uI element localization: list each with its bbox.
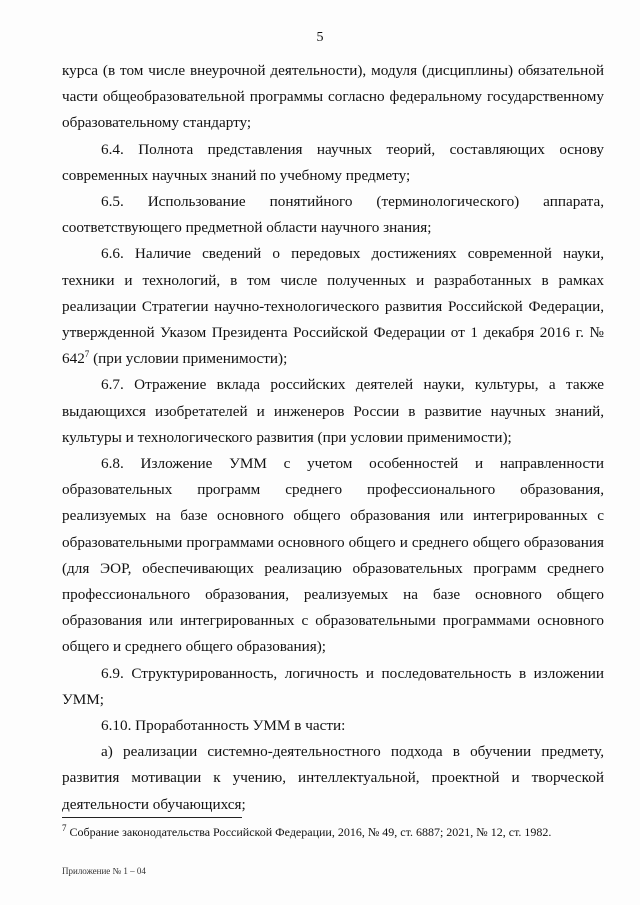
paragraph-6-7: 6.7. Отражение вклада российских деятелей науки, культуры, а также выдающихся изобретателей и инженеров России в развитие научных знаний, культуры и технологического развития (при условии применимости); [62, 376, 604, 446]
paragraph-6-6 [62, 241, 604, 372]
paragraph-6-10: 6.10. Проработанность УММ в части: [101, 717, 346, 735]
footnote-reference: 7 [84, 349, 90, 360]
footnote-separator [62, 817, 242, 818]
paragraph-6-8: 6.8. Изложение УММ с учетом особенностей и направленности образовательных программ среднего профессионального образования, реализуемых на базе основного общего образования или интегрированных с образовательными программами основного общего и среднего общего образования (для ЭОР, обеспечивающих реализацию образовательных программ среднего профессионального образования, реализуемых на базе основного общего образования или интегрированных с образовательными программами основного общего и среднего общего образования); [62, 455, 604, 656]
paragraph-continuation: курса (в том числе внеурочной деятельности), модуля (дисциплины) обязательной части общеобразовательной программы согласно федеральному государственному образовательному стандарту; [62, 62, 604, 132]
paragraph-6-10-a: а) реализации системно-деятельностного подхода в обучении предмету, развития мотивации к учению, интеллектуальной, проектной и творческой деятельности обучающихся; [62, 743, 604, 813]
page-number: 5 [316, 30, 324, 45]
footnote-marker: 7 [62, 823, 67, 833]
page-footer: Приложение № 1 – 04 [62, 866, 146, 876]
paragraph-6-6-tail: (при условии применимости); [89, 350, 288, 368]
paragraph-6-4: 6.4. Полнота представления научных теорий, составляющих основу современных научных знаний по учебному предмету; [62, 140, 604, 184]
paragraph-6-6-text: 6.6. Наличие сведений о передовых достижениях современной науки, техники и технологий, в том числе полученных и разработанных в рамках реализации Стратегии научно-технологического развития Российской Федерации, утвержденной Указом Президента Российской Федерации от 1 декабря 2016 г. № 642 [62, 245, 604, 368]
document-body [62, 58, 604, 818]
footnote-text: Собрание законодательства Российской Федерации, 2016, № 49, ст. 6887; 2021, № 12, ст. 1982. [66, 825, 552, 839]
footnote [62, 824, 604, 840]
paragraph-6-9: 6.9. Структурированность, логичность и последовательность в изложении УММ; [62, 664, 604, 708]
paragraph-6-5: 6.5. Использование понятийного (терминологического) аппарата, соответствующего предметной области научного знания; [62, 193, 604, 237]
